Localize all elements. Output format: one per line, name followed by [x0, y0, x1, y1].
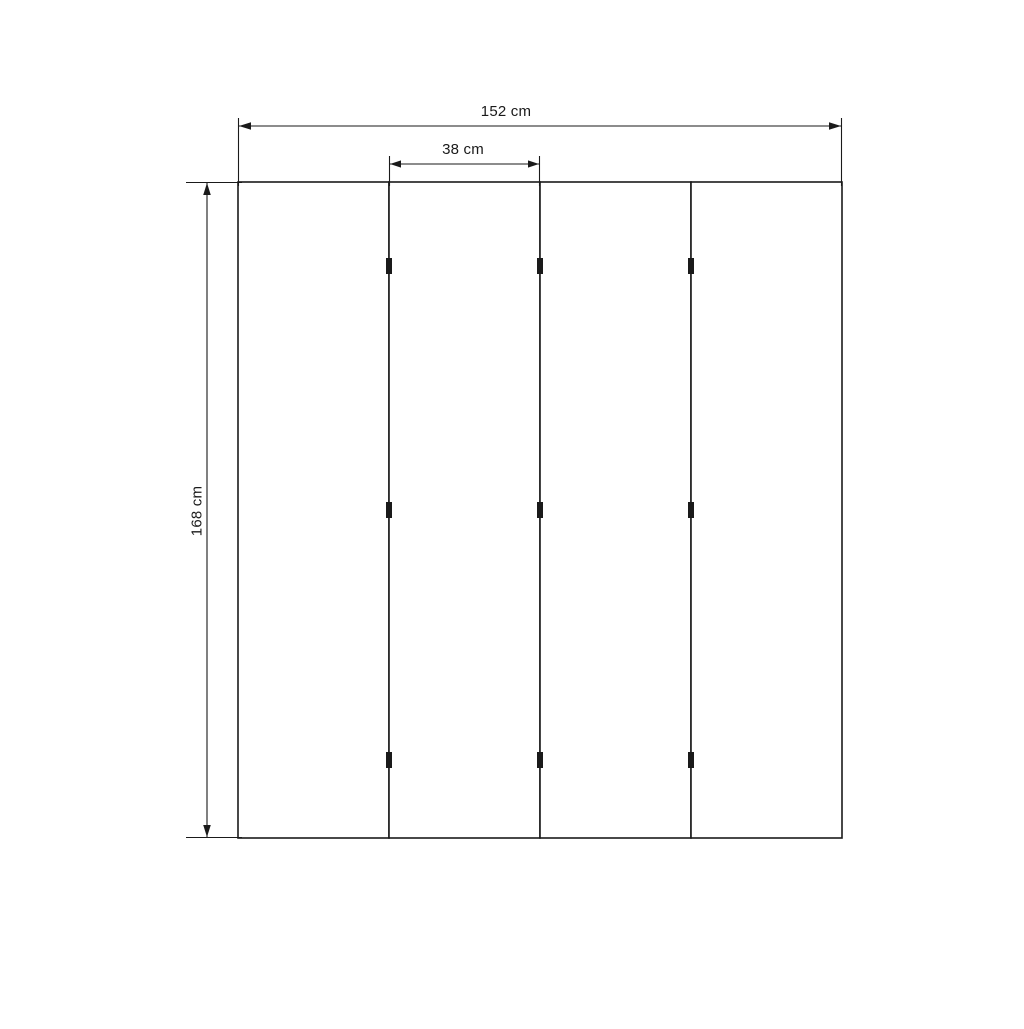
- panel-3: [540, 182, 691, 838]
- panel-2: [389, 182, 540, 838]
- arrowhead-right-icon: [829, 122, 841, 130]
- hinge-icon: [688, 752, 694, 768]
- arrowhead-top-icon: [203, 183, 211, 195]
- panel-4: [691, 182, 842, 838]
- arrowhead-left-icon: [239, 122, 251, 130]
- hinge-icon: [688, 258, 694, 274]
- arrowhead-right-icon: [528, 160, 539, 167]
- panel-1: [238, 182, 389, 838]
- hinge-icon: [386, 752, 392, 768]
- hinge-icon: [386, 258, 392, 274]
- hinge-icon: [386, 502, 392, 518]
- panel-width-label: 38 cm: [442, 141, 484, 158]
- overall-width-label: 152 cm: [480, 103, 532, 120]
- hinge-icon: [537, 752, 543, 768]
- hinge-icon: [537, 258, 543, 274]
- arrowhead-bottom-icon: [203, 825, 211, 837]
- hinge-icon: [688, 502, 694, 518]
- hinge-icon: [537, 502, 543, 518]
- arrowhead-left-icon: [390, 160, 401, 167]
- overall-height-label: 168 cm: [188, 485, 206, 537]
